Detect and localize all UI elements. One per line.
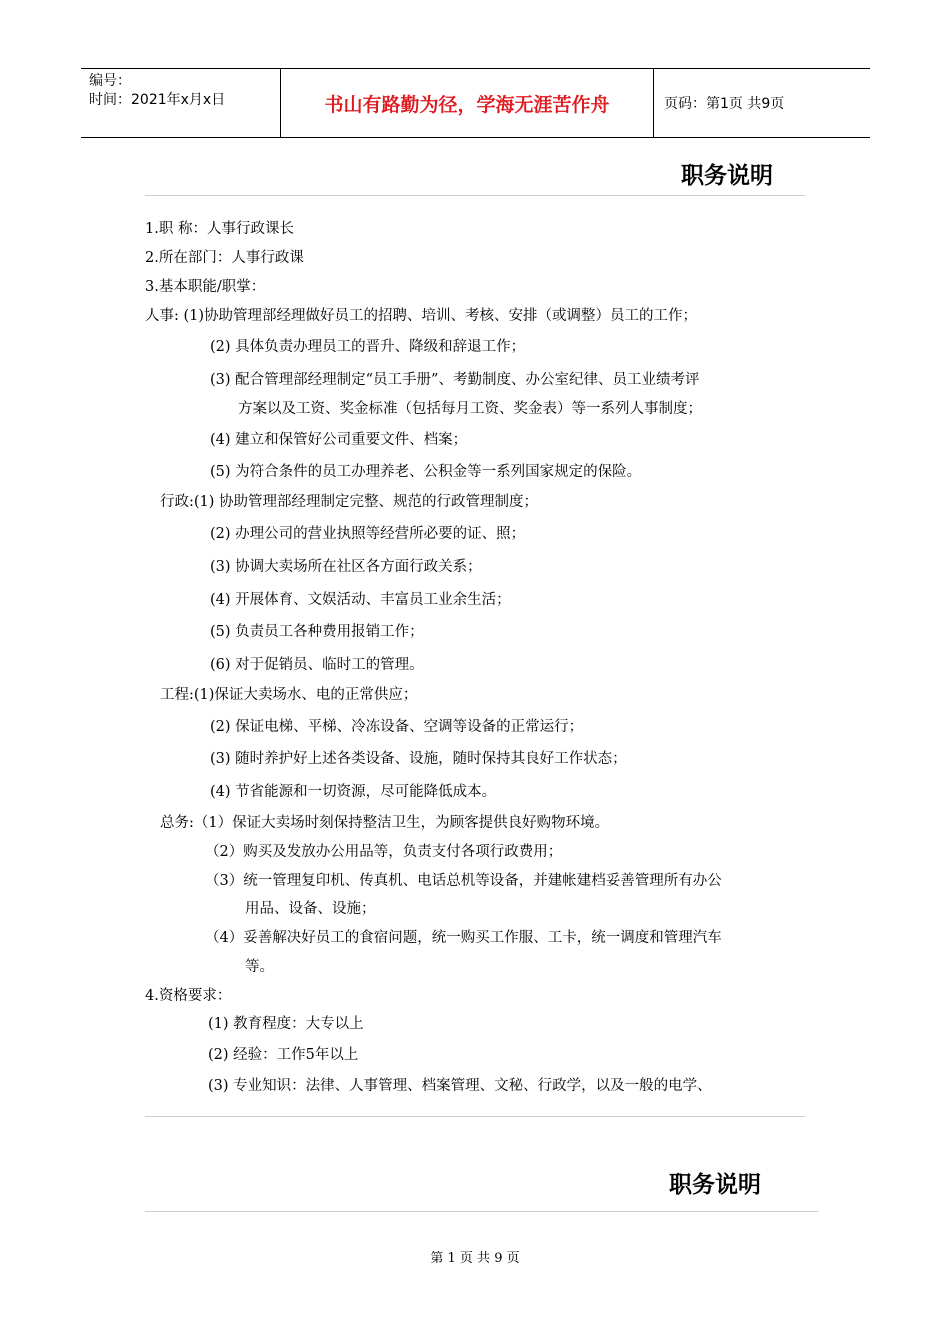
text-line: （3）统一管理复印机、传真机、电话总机等设备，并建帐建档妥善管理所有办公 <box>205 873 722 889</box>
text-line: (5) 为符合条件的员工办理养老、公积金等一系列国家规定的保险。 <box>210 464 642 480</box>
text-line: (4) 开展体育、文娱活动、丰富员工业余生活； <box>210 592 511 608</box>
text-line: 方案以及工资、奖金标准（包括每月工资、奖金表）等一系列人事制度； <box>238 401 702 417</box>
text-line: (2) 经验：工作5年以上 <box>208 1047 359 1063</box>
header-meta <box>81 69 281 137</box>
text-line: (1) 教育程度：大专以上 <box>208 1016 364 1032</box>
header-page-info: 页码：第1页 共9页 <box>664 96 785 112</box>
page-footer: 第 1 页 共 9 页 <box>430 1251 520 1266</box>
text-line: 4.资格要求： <box>145 988 232 1004</box>
doc-title: 职务说明 <box>681 163 773 189</box>
text-line: (2) 办理公司的营业执照等经营所必要的证、照； <box>210 526 526 542</box>
text-line: 行政:(1) 协助管理部经理制定完整、规范的行政管理制度； <box>160 494 539 510</box>
text-line: (4) 建立和保管好公司重要文件、档案； <box>210 432 468 448</box>
date-line: 时间：2021年x月x日 <box>89 92 226 108</box>
text-line: (2) 具体负责办理员工的晋升、降级和辞退工作； <box>210 339 526 355</box>
text-line: (5) 负责员工各种费用报销工作； <box>210 624 424 640</box>
text-line: (3) 专业知识：法律、人事管理、档案管理、文秘、行政学，以及一般的电学、 <box>208 1078 712 1094</box>
text-line: 等。 <box>245 959 274 975</box>
page-header <box>81 68 870 138</box>
text-line: 工程:(1)保证大卖场水、电的正常供应； <box>160 687 418 703</box>
text-line: 1.职 称：人事行政课长 <box>145 221 294 237</box>
header-motto: 书山有路勤为径，学海无涯苦作舟 <box>281 69 654 137</box>
text-line: (3) 配合管理部经理制定“员工手册”、考勤制度、办公室纪律、员工业绩考评 <box>210 372 700 388</box>
text-line: 2.所在部门：人事行政课 <box>145 250 304 266</box>
text-line: （2）购买及发放办公用品等，负责支付各项行政费用； <box>205 844 563 860</box>
section-rule <box>145 1116 805 1117</box>
text-line: (3) 随时养护好上述各类设备、设施，随时保持其良好工作状态； <box>210 751 627 767</box>
number-label: 编号： <box>89 73 131 89</box>
doc-title-repeat: 职务说明 <box>669 1172 761 1198</box>
text-line: (2) 保证电梯、平梯、冷冻设备、空调等设备的正常运行； <box>210 719 584 735</box>
text-line: (4) 节省能源和一切资源，尽可能降低成本。 <box>210 784 497 800</box>
text-line: 人事: (1)协助管理部经理做好员工的招聘、培训、考核、安排（或调整）员工的工作； <box>145 308 698 324</box>
text-line: (3) 协调大卖场所在社区各方面行政关系； <box>210 559 482 575</box>
text-line: 总务:（1）保证大卖场时刻保持整洁卫生，为顾客提供良好购物环境。 <box>160 815 610 831</box>
text-line: （4）妥善解决好员工的食宿问题，统一购买工作服、工卡，统一调度和管理汽车 <box>205 930 722 946</box>
text-line: 用品、设备、设施； <box>245 901 376 917</box>
title-rule-repeat <box>145 1211 818 1212</box>
text-line: 3.基本职能/职掌： <box>145 279 266 295</box>
title-rule <box>145 195 805 196</box>
text-line: (6) 对于促销员、临时工的管理。 <box>210 657 424 673</box>
